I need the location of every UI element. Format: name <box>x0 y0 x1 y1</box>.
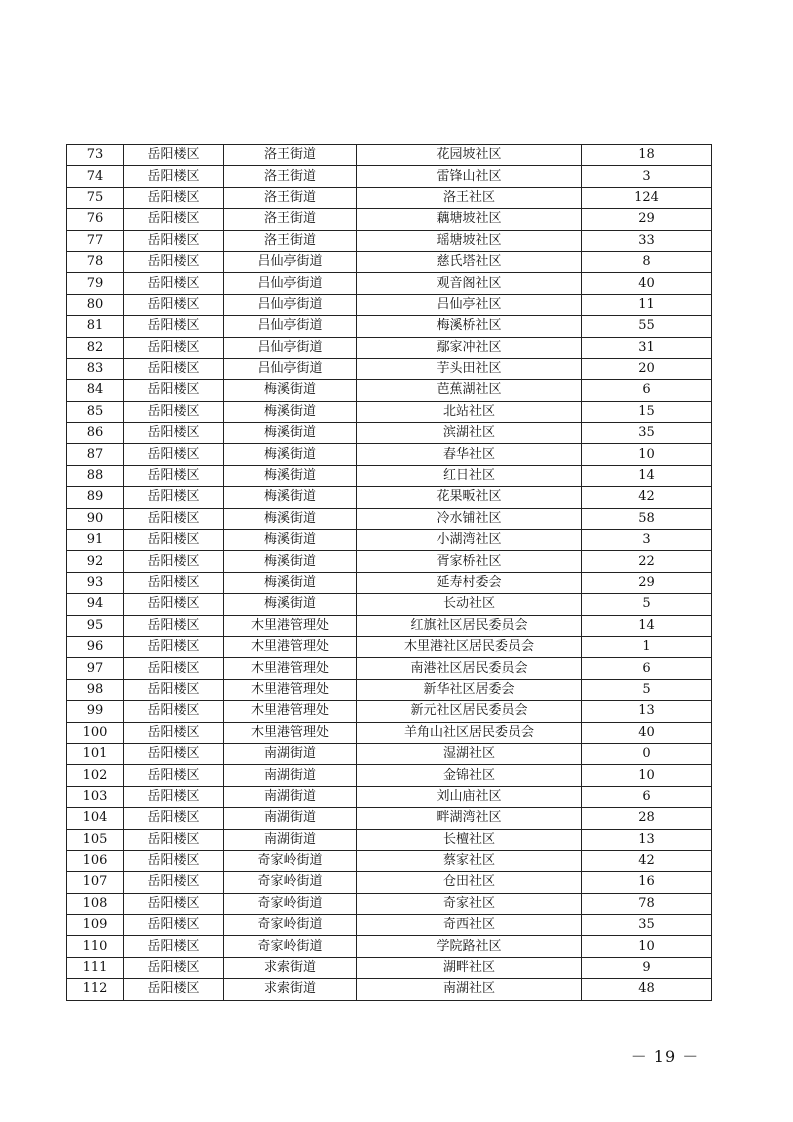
cell-count: 35 <box>582 423 712 444</box>
cell-community: 湿湖社区 <box>357 743 582 764</box>
cell-subdistrict: 梅溪街道 <box>224 380 357 401</box>
cell-row-index: 93 <box>67 572 124 593</box>
cell-count: 18 <box>582 145 712 166</box>
cell-count: 13 <box>582 701 712 722</box>
cell-subdistrict: 吕仙亭街道 <box>224 294 357 315</box>
cell-subdistrict: 奇家岭街道 <box>224 893 357 914</box>
cell-count: 124 <box>582 187 712 208</box>
cell-district: 岳阳楼区 <box>124 936 224 957</box>
cell-community: 芭蕉湖社区 <box>357 380 582 401</box>
page-number: － 19 － <box>630 1047 700 1066</box>
table-row <box>67 615 712 636</box>
cell-community: 瑶塘坡社区 <box>357 230 582 251</box>
cell-row-index: 77 <box>67 230 124 251</box>
cell-count: 31 <box>582 337 712 358</box>
cell-district: 岳阳楼区 <box>124 594 224 615</box>
cell-subdistrict: 梅溪街道 <box>224 530 357 551</box>
cell-district: 岳阳楼区 <box>124 786 224 807</box>
cell-subdistrict: 梅溪街道 <box>224 508 357 529</box>
cell-subdistrict: 求索街道 <box>224 957 357 978</box>
cell-row-index: 110 <box>67 936 124 957</box>
cell-district: 岳阳楼区 <box>124 316 224 337</box>
table-row <box>67 957 712 978</box>
table-row <box>67 850 712 871</box>
cell-count: 58 <box>582 508 712 529</box>
cell-community: 慈氏塔社区 <box>357 251 582 272</box>
cell-row-index: 95 <box>67 615 124 636</box>
cell-subdistrict: 奇家岭街道 <box>224 936 357 957</box>
table-row <box>67 187 712 208</box>
cell-subdistrict: 梅溪街道 <box>224 401 357 422</box>
cell-subdistrict: 梅溪街道 <box>224 444 357 465</box>
table-row <box>67 166 712 187</box>
cell-district: 岳阳楼区 <box>124 765 224 786</box>
cell-subdistrict: 南湖街道 <box>224 786 357 807</box>
cell-district: 岳阳楼区 <box>124 508 224 529</box>
cell-count: 48 <box>582 979 712 1000</box>
cell-subdistrict: 梅溪街道 <box>224 572 357 593</box>
cell-row-index: 92 <box>67 551 124 572</box>
cell-row-index: 86 <box>67 423 124 444</box>
cell-district: 岳阳楼区 <box>124 722 224 743</box>
table-row <box>67 786 712 807</box>
table-row <box>67 808 712 829</box>
table-row <box>67 380 712 401</box>
cell-count: 78 <box>582 893 712 914</box>
cell-district: 岳阳楼区 <box>124 230 224 251</box>
cell-count: 42 <box>582 850 712 871</box>
cell-district: 岳阳楼区 <box>124 658 224 679</box>
cell-subdistrict: 洛王街道 <box>224 230 357 251</box>
cell-row-index: 107 <box>67 872 124 893</box>
cell-subdistrict: 洛王街道 <box>224 209 357 230</box>
cell-count: 10 <box>582 936 712 957</box>
cell-subdistrict: 南湖街道 <box>224 829 357 850</box>
cell-count: 14 <box>582 615 712 636</box>
cell-district: 岳阳楼区 <box>124 957 224 978</box>
table-row <box>67 829 712 850</box>
cell-count: 3 <box>582 530 712 551</box>
cell-row-index: 82 <box>67 337 124 358</box>
cell-count: 6 <box>582 658 712 679</box>
cell-row-index: 75 <box>67 187 124 208</box>
table-row <box>67 316 712 337</box>
cell-subdistrict: 洛王街道 <box>224 187 357 208</box>
cell-row-index: 89 <box>67 487 124 508</box>
cell-subdistrict: 木里港管理处 <box>224 701 357 722</box>
table-row <box>67 251 712 272</box>
table-row <box>67 530 712 551</box>
table-row <box>67 551 712 572</box>
table-row <box>67 572 712 593</box>
cell-subdistrict: 吕仙亭街道 <box>224 273 357 294</box>
table-row <box>67 658 712 679</box>
cell-row-index: 102 <box>67 765 124 786</box>
cell-count: 16 <box>582 872 712 893</box>
cell-row-index: 73 <box>67 145 124 166</box>
table-row <box>67 401 712 422</box>
cell-row-index: 90 <box>67 508 124 529</box>
cell-community: 洛王社区 <box>357 187 582 208</box>
cell-community: 新华社区居委会 <box>357 679 582 700</box>
cell-row-index: 101 <box>67 743 124 764</box>
cell-count: 22 <box>582 551 712 572</box>
cell-count: 8 <box>582 251 712 272</box>
table-row <box>67 273 712 294</box>
cell-count: 5 <box>582 594 712 615</box>
cell-district: 岳阳楼区 <box>124 615 224 636</box>
cell-row-index: 79 <box>67 273 124 294</box>
cell-district: 岳阳楼区 <box>124 915 224 936</box>
cell-district: 岳阳楼区 <box>124 444 224 465</box>
cell-count: 33 <box>582 230 712 251</box>
cell-community: 花园坡社区 <box>357 145 582 166</box>
cell-count: 15 <box>582 401 712 422</box>
cell-count: 42 <box>582 487 712 508</box>
cell-count: 11 <box>582 294 712 315</box>
cell-district: 岳阳楼区 <box>124 337 224 358</box>
cell-community: 羊角山社区居民委员会 <box>357 722 582 743</box>
cell-community: 芋头田社区 <box>357 358 582 379</box>
cell-community: 蔡家社区 <box>357 850 582 871</box>
cell-subdistrict: 木里港管理处 <box>224 636 357 657</box>
cell-district: 岳阳楼区 <box>124 401 224 422</box>
cell-district: 岳阳楼区 <box>124 850 224 871</box>
cell-community: 刘山庙社区 <box>357 786 582 807</box>
cell-community: 观音阁社区 <box>357 273 582 294</box>
cell-subdistrict: 吕仙亭街道 <box>224 316 357 337</box>
cell-row-index: 83 <box>67 358 124 379</box>
cell-subdistrict: 奇家岭街道 <box>224 872 357 893</box>
cell-count: 35 <box>582 915 712 936</box>
cell-community: 长动社区 <box>357 594 582 615</box>
table-row <box>67 722 712 743</box>
table-row <box>67 337 712 358</box>
table-row <box>67 294 712 315</box>
table-row <box>67 679 712 700</box>
cell-subdistrict: 木里港管理处 <box>224 679 357 700</box>
cell-subdistrict: 梅溪街道 <box>224 487 357 508</box>
table-row <box>67 979 712 1000</box>
cell-count: 6 <box>582 786 712 807</box>
cell-row-index: 80 <box>67 294 124 315</box>
cell-row-index: 106 <box>67 850 124 871</box>
cell-district: 岳阳楼区 <box>124 187 224 208</box>
cell-row-index: 103 <box>67 786 124 807</box>
table-row <box>67 915 712 936</box>
cell-district: 岳阳楼区 <box>124 487 224 508</box>
cell-community: 花果畈社区 <box>357 487 582 508</box>
cell-district: 岳阳楼区 <box>124 572 224 593</box>
cell-community: 金锦社区 <box>357 765 582 786</box>
cell-district: 岳阳楼区 <box>124 358 224 379</box>
cell-count: 40 <box>582 273 712 294</box>
cell-count: 20 <box>582 358 712 379</box>
cell-district: 岳阳楼区 <box>124 743 224 764</box>
cell-community: 北站社区 <box>357 401 582 422</box>
cell-row-index: 109 <box>67 915 124 936</box>
cell-community: 南湖社区 <box>357 979 582 1000</box>
cell-community: 长檀社区 <box>357 829 582 850</box>
cell-district: 岳阳楼区 <box>124 251 224 272</box>
cell-district: 岳阳楼区 <box>124 679 224 700</box>
cell-community: 雷锋山社区 <box>357 166 582 187</box>
cell-district: 岳阳楼区 <box>124 273 224 294</box>
cell-community: 春华社区 <box>357 444 582 465</box>
cell-count: 28 <box>582 808 712 829</box>
cell-row-index: 87 <box>67 444 124 465</box>
table-row <box>67 893 712 914</box>
cell-count: 14 <box>582 465 712 486</box>
cell-row-index: 108 <box>67 893 124 914</box>
table-row <box>67 444 712 465</box>
table-row <box>67 230 712 251</box>
cell-count: 5 <box>582 679 712 700</box>
cell-row-index: 97 <box>67 658 124 679</box>
cell-count: 10 <box>582 444 712 465</box>
cell-subdistrict: 木里港管理处 <box>224 722 357 743</box>
cell-district: 岳阳楼区 <box>124 166 224 187</box>
cell-row-index: 74 <box>67 166 124 187</box>
cell-row-index: 98 <box>67 679 124 700</box>
cell-district: 岳阳楼区 <box>124 380 224 401</box>
cell-community: 新元社区居民委员会 <box>357 701 582 722</box>
table-row <box>67 145 712 166</box>
cell-community: 藕塘坡社区 <box>357 209 582 230</box>
cell-district: 岳阳楼区 <box>124 893 224 914</box>
cell-count: 40 <box>582 722 712 743</box>
cell-community: 冷水铺社区 <box>357 508 582 529</box>
cell-district: 岳阳楼区 <box>124 145 224 166</box>
cell-community: 梅溪桥社区 <box>357 316 582 337</box>
table-row <box>67 743 712 764</box>
cell-row-index: 100 <box>67 722 124 743</box>
cell-district: 岳阳楼区 <box>124 551 224 572</box>
table-row <box>67 936 712 957</box>
cell-row-index: 88 <box>67 465 124 486</box>
table-row <box>67 209 712 230</box>
table-row <box>67 358 712 379</box>
cell-community: 奇家社区 <box>357 893 582 914</box>
cell-count: 13 <box>582 829 712 850</box>
cell-count: 6 <box>582 380 712 401</box>
table-row <box>67 636 712 657</box>
cell-row-index: 94 <box>67 594 124 615</box>
table-row <box>67 487 712 508</box>
cell-subdistrict: 梅溪街道 <box>224 551 357 572</box>
table-body <box>67 145 712 1001</box>
cell-subdistrict: 洛王街道 <box>224 166 357 187</box>
cell-count: 3 <box>582 166 712 187</box>
cell-row-index: 111 <box>67 957 124 978</box>
cell-community: 南港社区居民委员会 <box>357 658 582 679</box>
cell-row-index: 96 <box>67 636 124 657</box>
cell-count: 29 <box>582 572 712 593</box>
cell-subdistrict: 梅溪街道 <box>224 594 357 615</box>
cell-count: 1 <box>582 636 712 657</box>
cell-community: 胥家桥社区 <box>357 551 582 572</box>
cell-row-index: 84 <box>67 380 124 401</box>
community-table <box>66 144 712 1001</box>
cell-district: 岳阳楼区 <box>124 294 224 315</box>
cell-district: 岳阳楼区 <box>124 829 224 850</box>
cell-community: 学院路社区 <box>357 936 582 957</box>
cell-subdistrict: 南湖街道 <box>224 765 357 786</box>
cell-community: 木里港社区居民委员会 <box>357 636 582 657</box>
cell-community: 鄢家冲社区 <box>357 337 582 358</box>
cell-district: 岳阳楼区 <box>124 872 224 893</box>
cell-subdistrict: 吕仙亭街道 <box>224 337 357 358</box>
cell-count: 10 <box>582 765 712 786</box>
cell-subdistrict: 吕仙亭街道 <box>224 358 357 379</box>
cell-district: 岳阳楼区 <box>124 530 224 551</box>
cell-community: 小湖湾社区 <box>357 530 582 551</box>
table-row <box>67 701 712 722</box>
cell-district: 岳阳楼区 <box>124 465 224 486</box>
cell-subdistrict: 求索街道 <box>224 979 357 1000</box>
cell-row-index: 91 <box>67 530 124 551</box>
cell-district: 岳阳楼区 <box>124 423 224 444</box>
cell-count: 29 <box>582 209 712 230</box>
cell-community: 奇西社区 <box>357 915 582 936</box>
cell-row-index: 81 <box>67 316 124 337</box>
table-row <box>67 872 712 893</box>
cell-row-index: 76 <box>67 209 124 230</box>
cell-district: 岳阳楼区 <box>124 636 224 657</box>
cell-community: 吕仙亭社区 <box>357 294 582 315</box>
table-row <box>67 423 712 444</box>
cell-subdistrict: 洛王街道 <box>224 145 357 166</box>
cell-count: 0 <box>582 743 712 764</box>
cell-count: 55 <box>582 316 712 337</box>
cell-row-index: 112 <box>67 979 124 1000</box>
cell-community: 畔湖湾社区 <box>357 808 582 829</box>
table-row <box>67 508 712 529</box>
cell-district: 岳阳楼区 <box>124 701 224 722</box>
cell-subdistrict: 奇家岭街道 <box>224 850 357 871</box>
cell-community: 仓田社区 <box>357 872 582 893</box>
cell-subdistrict: 梅溪街道 <box>224 465 357 486</box>
cell-subdistrict: 奇家岭街道 <box>224 915 357 936</box>
cell-count: 9 <box>582 957 712 978</box>
cell-district: 岳阳楼区 <box>124 209 224 230</box>
cell-row-index: 105 <box>67 829 124 850</box>
cell-district: 岳阳楼区 <box>124 979 224 1000</box>
cell-community: 滨湖社区 <box>357 423 582 444</box>
cell-row-index: 99 <box>67 701 124 722</box>
cell-subdistrict: 木里港管理处 <box>224 615 357 636</box>
cell-row-index: 78 <box>67 251 124 272</box>
cell-row-index: 85 <box>67 401 124 422</box>
cell-community: 红日社区 <box>357 465 582 486</box>
table-row <box>67 765 712 786</box>
cell-community: 红旗社区居民委员会 <box>357 615 582 636</box>
cell-subdistrict: 梅溪街道 <box>224 423 357 444</box>
cell-subdistrict: 吕仙亭街道 <box>224 251 357 272</box>
table-row <box>67 465 712 486</box>
cell-community: 延寿村委会 <box>357 572 582 593</box>
cell-subdistrict: 木里港管理处 <box>224 658 357 679</box>
cell-district: 岳阳楼区 <box>124 808 224 829</box>
cell-community: 湖畔社区 <box>357 957 582 978</box>
cell-subdistrict: 南湖街道 <box>224 808 357 829</box>
cell-subdistrict: 南湖街道 <box>224 743 357 764</box>
cell-row-index: 104 <box>67 808 124 829</box>
table-row <box>67 594 712 615</box>
